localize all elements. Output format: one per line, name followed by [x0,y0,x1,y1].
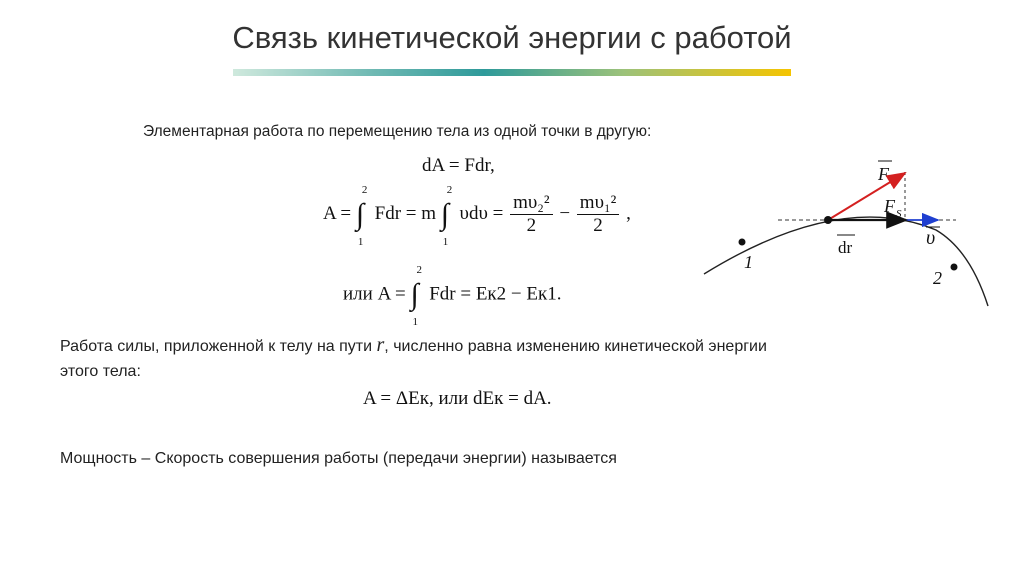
formula-3-body: Fdr = Eк2 − Eк1. [429,283,562,305]
paragraph-work-kinetic [60,333,767,384]
point-2 [951,264,958,271]
formula-work-integral [323,183,631,248]
formula-2-lhs: A = [323,202,352,224]
formula-work-energy [343,264,562,328]
point-1 [739,239,746,246]
integral-1-upper: 2 [361,183,368,196]
title-underline-bar [233,69,791,76]
fraction-2-denominator: 2 [593,215,603,236]
paragraph-1-part-b: , численно равна изменению кинетической энергии [384,338,767,355]
formula-3-prefix: или A = [343,283,406,305]
fraction-1-denominator: 2 [526,215,537,236]
integral-3-lower: 1 [412,316,418,328]
formula-delta-energy: A = ΔEк, или dEк = dA. [363,388,552,409]
label-point-2: 2 [933,268,942,288]
label-velocity: υ [926,227,936,249]
paragraph-1-variable: r [376,334,385,356]
intro-text: Элементарная работа по перемещению тела из одной точки в другую: [143,123,652,140]
slide-title: Связь кинетической энергии с работой [232,20,792,55]
integral-sign-1: ∫ 2 1 [355,183,368,248]
label-force-s-subscript: S [896,208,902,220]
fraction-1-numerator: mυ₂² [510,192,553,215]
formula-2-body-2: υdυ = [459,202,504,224]
label-force: F [878,164,889,184]
formula-2-minus: − [559,202,571,224]
fraction-2 [577,192,620,237]
fraction-2-numerator: mυ₁² [577,192,620,215]
label-displacement: dr [838,238,853,257]
point-current [824,216,832,224]
fraction-1 [510,192,553,237]
integral-sign-3: ∫ 2 1 [410,264,422,328]
integral-3-upper: 2 [416,264,422,276]
formula-elementary-work: dA = Fdr, [422,155,495,176]
formula-2-body-1: Fdr = m [374,202,437,224]
integral-1-lower: 1 [357,235,364,248]
integral-2-lower: 1 [442,235,449,248]
label-point-1: 1 [744,252,753,272]
paragraph-power: Мощность – Скорость совершения работы (передачи энергии) называется [60,450,617,467]
integral-sign-2: ∫ 2 1 [440,183,453,248]
formula-2-tail: , [626,202,631,224]
paragraph-1-part-c: этого тела: [60,363,141,380]
force-trajectory-diagram [700,150,1000,320]
label-force-s: F [884,196,895,216]
integral-2-upper: 2 [446,183,453,196]
paragraph-1-part-a: Работа силы, приложенной к телу на пути [60,338,373,355]
